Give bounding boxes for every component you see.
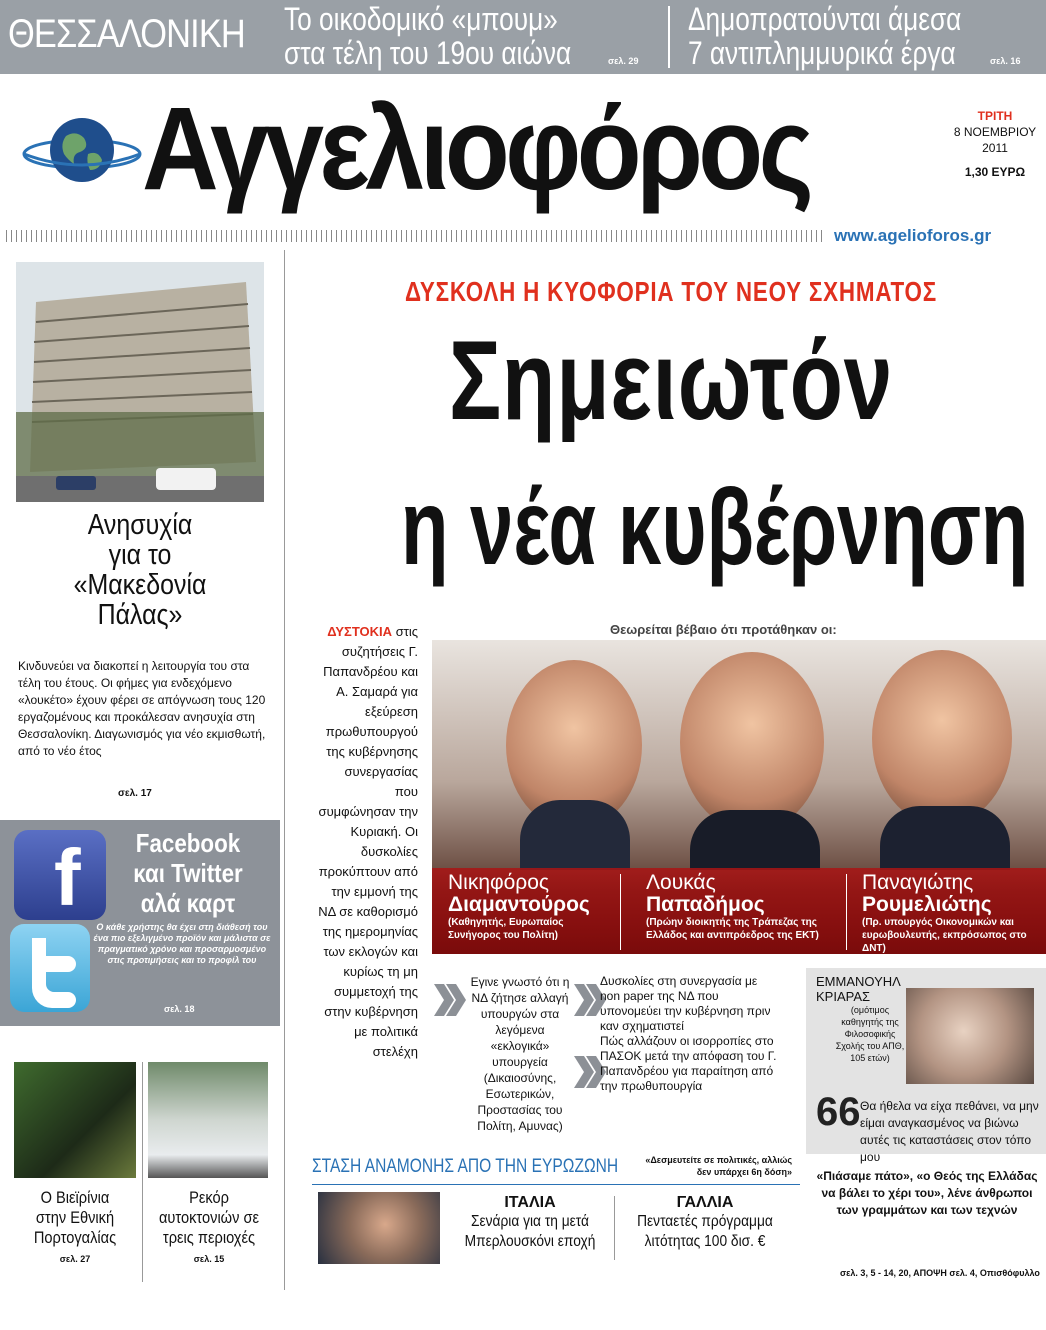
roumeliotis-suit (880, 806, 1010, 870)
candidate-3[interactable] (862, 872, 1044, 955)
teaser-story-1[interactable] (284, 2, 571, 70)
teaser-2-line-1: Δημοπρατούνται άμεσα (688, 1, 962, 37)
social-title-line-1: Facebook (135, 828, 241, 858)
france-body: Πενταετές πρόγραμμα λιτότητας 100 δισ. € (637, 1213, 773, 1250)
masthead-rule (6, 230, 826, 242)
main-headline-line-1[interactable]: Σημειωτόν (448, 318, 894, 443)
lead-story-body: Κινδυνεύει να διακοπεί η λειτουργία του στα τέλη του έτους. Οι φήμες για ενδεχόμενο «λουκέτο» έχουν φέρει σε απόγνωση τους 120 εργαζομένους και προκάλεσαν ανησυχία στη Θεσσαλονίκη. Διαγωνισμός για νέο εκμισθωτή, από το νέο έτος (18, 659, 266, 758)
papadimos-suit (690, 810, 820, 870)
caption-2-page: σελ. 15 (193, 1254, 225, 1264)
twitter-t-glyph (10, 924, 90, 1012)
chevron-right-icon (432, 982, 466, 1018)
italy-title: ΙΤΑΛΙΑ (504, 1194, 556, 1211)
social-page: σελ. 18 (164, 1004, 195, 1014)
date-box (950, 108, 1040, 180)
city-label: ΘΕΣΣΑΛΟΝΙΚΗ (8, 12, 245, 56)
issue-date: 8 ΝΟΕΜΒΡΙΟΥ (953, 125, 1037, 139)
candidate-3-first: Παναγιώτης (862, 871, 974, 894)
caption-2-line-3: τρεις περιοχές (162, 1228, 256, 1247)
candidate-2[interactable] (646, 872, 842, 942)
eurozone-rule (312, 1184, 800, 1185)
caption-1-line-1: Ο Βιεϊρίνια (40, 1188, 110, 1207)
teaser-1-page: σελ. 29 (608, 56, 639, 66)
caption-suicides[interactable] (148, 1188, 270, 1264)
diamantouros-suit (520, 800, 630, 870)
social-title-line-2: και Twitter (133, 858, 243, 888)
quote-author-desc: (ομότιμος καθηγητής της Φιλοσοφικής Σχολής του ΑΠΘ, 105 ετών) (835, 1005, 905, 1063)
candidate-1-first: Νικηφόρος (448, 871, 550, 894)
bullet-non-paper: Δυσκολίες στη συνεργασία με non paper της ΝΔ που υπονομεύει την κυβέρνηση πριν καν σχηματιστεί (600, 974, 771, 1033)
issue-price: 1,30 ΕΥΡΩ (964, 165, 1026, 179)
column-divider (284, 250, 285, 1290)
teaser-1-line-2: στα τέλη του 19ου αιώνα (284, 35, 572, 71)
eurozone-title[interactable]: ΣΤΑΣΗ ΑΝΑΜΟΝΗΣ ΑΠΟ ΤΗΝ ΕΥΡΩΖΩΝΗ (312, 1156, 619, 1177)
dystokia-column (318, 622, 418, 1062)
page-references: σελ. 3, 5 - 14, 20, ΑΠΟΨΗ σελ. 4, Οπισθόφυλλο (840, 1268, 1040, 1278)
footballer-photo (14, 1062, 136, 1178)
lead-title-line-4: Πάλας» (97, 599, 183, 631)
quote-author-line-2: ΚΡΙΑΡΑΣ (816, 989, 871, 1004)
berlusconi-photo (318, 1192, 440, 1264)
bullet-nd-ministries: Εγινε γνωστό ότι η ΝΔ ζήτησε αλλαγή υπουργών στα λεγόμενα «εκλογικά» υπουργεία (Δικαιοσύνης, Εσωτερικών, Προστασίας του Πολίτη, Αμυνας) (470, 975, 570, 1133)
lead-story-page: σελ. 17 (118, 788, 152, 799)
social-body: Ο κάθε χρήστης θα έχει στη διάθεσή του ένα πιο εξελιγμένο προϊόν και μάλιστα σε πραγματικό χρόνο και προσαρμοσμένο στις προτιμήσεις και το προφίλ του (93, 922, 271, 965)
proposed-label: Θεωρείται βέβαιο ότι προτάθηκαν οι: (610, 622, 837, 637)
website-link[interactable]: www.agelioforos.gr (834, 226, 992, 245)
lead-title-line-3: «Μακεδονία (73, 569, 207, 601)
lead-story-title[interactable] (16, 510, 264, 630)
candidate-1-desc: (Καθηγητής, Ευρωπαίος Συνήγορος του Πολίτη) (448, 917, 564, 941)
roumeliotis-face (872, 650, 1012, 826)
candidate-1[interactable] (448, 872, 618, 942)
facebook-letter: f (54, 833, 81, 922)
candidate-1-last: Διαμαντούρος (448, 893, 590, 916)
quote-text: Θα ήθελα να είχα πεθάνει, να μην είμαι αναγκασμένος να βιώνω αυτές τις καταστάσεις στον τόπο μου (860, 1099, 1039, 1164)
caption-1-page: σελ. 27 (59, 1254, 91, 1264)
dystokia-body: στις συζητήσεις Γ. Παπανδρέου και Α. Σαμαρά για εξεύρεση πρωθυπουργού της κυβέρνησης συνεργασίας που συμφώνησαν την Κυριακή. Οι δυσκολίες προκύπτουν από την εμμονή της ΝΔ σε καθορισμό της ημερομηνίας των εκλογών και κυρίως τη μη συμμετοχή της στην κυβέρνηση με πολιτικά στελέχη (318, 624, 418, 1059)
teaser-1-line-1: Το οικοδομικό «μπουμ» (284, 1, 558, 37)
lead-title-line-2: για το (108, 539, 172, 571)
euro-divider (614, 1196, 615, 1260)
france-story[interactable] (620, 1194, 790, 1252)
social-title-line-3: αλά καρτ (140, 888, 236, 918)
caption-1-line-2: στην Εθνική (35, 1208, 115, 1227)
italy-story[interactable] (450, 1194, 610, 1252)
candidate-2-last: Παπαδήμος (646, 893, 765, 916)
italy-body: Σενάρια για τη μετά Μπερλουσκόνι εποχή (464, 1213, 596, 1250)
facebook-icon (14, 830, 106, 920)
caption-2-line-1: Ρεκόρ (189, 1188, 229, 1207)
top-teaser-bar (0, 0, 1046, 74)
main-headline-line-2[interactable]: η νέα κυβέρνηση (401, 466, 1029, 587)
candidate-2-desc: (Πρώην διοικητής της Τράπεζας της Ελλάδος και αντιπρόεδρος της ΕΚΤ) (646, 917, 819, 941)
quote-author (816, 974, 901, 1004)
teaser-2-page: σελ. 16 (990, 56, 1021, 66)
names-divider-2 (846, 874, 847, 950)
quote-author-line-1: ΕΜΜΑΝΟΥΗΛ (816, 974, 901, 989)
france-title: ΓΑΛΛΙΑ (676, 1194, 734, 1211)
caption-1-line-3: Πορτογαλίας (33, 1228, 117, 1247)
issue-day: ΤΡΙΤΗ (977, 109, 1013, 123)
papadimos-face (680, 652, 824, 832)
candidate-3-desc: (Πρ. υπουργός Οικονομικών και ευρωβουλευτής, εκπρόσωπος στο ΔΝΤ) (862, 917, 1027, 954)
makedonia-palace-photo (16, 262, 264, 502)
headline-kicker: ΔΥΣΚΟΛΗ Η ΚΥΟΦΟΡΙΑ ΤΟΥ ΝΕΟΥ ΣΧΗΜΑΤΟΣ (404, 276, 938, 307)
quote-subtext: «Πιάσαμε πάτο», «ο Θεός της Ελλάδας να βάλει το χέρι του», λένε άνθρωποι των γραμμάτων και των τεχνών (816, 1169, 1038, 1217)
police-car-photo (148, 1062, 268, 1178)
social-title[interactable] (128, 828, 248, 918)
quote-mark-icon: 66 (816, 1090, 861, 1134)
kriaras-photo (906, 988, 1034, 1084)
caption-2-line-2: αυτοκτονιών σε (158, 1208, 260, 1227)
masthead-logo[interactable]: Αγγελιοφόρος (142, 83, 810, 215)
names-divider-1 (620, 874, 621, 950)
teaser-story-2[interactable] (688, 2, 961, 70)
caption-divider (142, 1062, 143, 1282)
globe-icon (22, 106, 142, 196)
twitter-icon (10, 924, 90, 1012)
eurozone-quote: «Δεσμευτείτε σε πολιτικές, αλλιώς δεν υπάρχει 6η δόση» (645, 1155, 792, 1177)
candidate-2-first: Λουκάς (646, 871, 716, 894)
bullet-pasok: Πώς αλλάζουν οι ισορροπίες στο ΠΑΣΟΚ μετά την απόφαση του Γ. Παπανδρέου για παραίτηση από την πρωθυπουργία (600, 1034, 777, 1093)
issue-year: 2011 (982, 141, 1008, 155)
candidate-3-last: Ρουμελιώτης (862, 893, 992, 916)
dystokia-key: ΔΥΣΤΟΚΙΑ (327, 624, 393, 639)
lead-title-line-1: Ανησυχία (87, 509, 193, 541)
teaser-divider (668, 6, 670, 68)
caption-vieirinha[interactable] (14, 1188, 136, 1264)
teaser-2-line-2: 7 αντιπλημμυρικά έργα (688, 35, 956, 71)
